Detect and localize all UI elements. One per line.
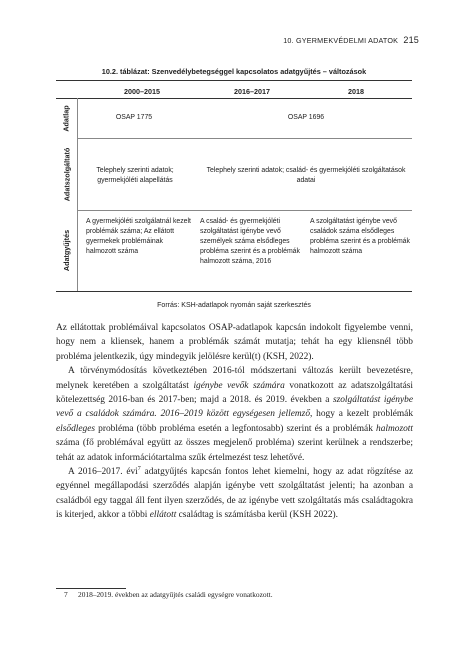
footnote-number: 7 [64, 590, 68, 599]
table-bottom-rule [56, 291, 412, 292]
chapter-title: 10. GYERMEKVÉDELMI ADATOK [283, 36, 399, 45]
cell-adatlap-2016-2018: OSAP 1696 [287, 114, 325, 121]
table-caption: 10.2. táblázat: Szenvedélybetegséggel kapcsolatos adatgyűjtés – változások [101, 67, 367, 76]
row-label-adatszolgaltato: Adatszolgáltató [62, 147, 72, 201]
row-divider [77, 138, 412, 139]
column-header-2016-2017: 2016–2017 [234, 87, 270, 96]
paragraph-2: A törvénymódosítás következtében 2016-tól módszertani változás került bevezetésre, melynek keretében a szolgáltatást igénybe vevők számára vonatkozott az adatszolgáltatási kötelezettség 2016-ban és 2017-ben; majd a 2018. és 2019. években a szolgáltatást igénybe vevő a családok számára. 2016–2019 között egységesen jellemző, hogy a kezelt problémák elsődleges probléma (több probléma esetén a legfontosabb) szerint és a problémák halmozott száma (fő problémával együtt az összes megjelenő probléma) szerint kerülnek a rendszerbe; tehát az adatok információtartalma szűk értelmezést tesz lehetővé. [56, 366, 414, 463]
column-header-2018: 2018 [348, 87, 364, 96]
table-source: Forrás: KSH-adatlapok nyomán saját szerkesztés [157, 302, 311, 309]
cell-adatgyujtes-2000-2015: A gyermekjóléti szolgálatnál kezelt problémák száma; Az ellátott gyermekek problémáinak halmozott száma [86, 218, 191, 255]
footnote [56, 590, 273, 599]
cell-adatlap-2000-2015: OSAP 1775 [115, 114, 153, 121]
cell-adatgyujtes-2016-2017: A család- és gyermekjóléti szolgáltatást igénybe vevő személyek száma elsődleges probléma szerint és a problémák halmozott száma, 2016 [200, 218, 300, 265]
column-header-2000-2015: 2000–2015 [124, 87, 160, 96]
cell-adatszolgaltato-2016-2018: Telephely szerinti adatok; család- és gyermekjóléti szolgáltatások adatai [206, 167, 406, 184]
paragraph-3: A 2016–2017. évi$^7$ adatgyűjtés kapcsán fontos lehet kiemelni, hogy az adat rögzítése az egyénnel megállapodási szerződés alapján igénybe vett szolgáltatást jelenti; ha azonban a családból egy taggal áll fent ilyen szerződés, de az igénybe vett szolgáltatás más családtagokra is kiterjed, akkor a többi ellátott családtag is számításba kerül (KSH 2022). [56, 465, 413, 521]
running-header [283, 35, 419, 45]
footnote-text: 2018–2019. években az adatgyűjtés családi egységre vonatkozott. [78, 590, 273, 599]
row-label-adatlap: Adatlap [62, 104, 72, 132]
cell-adatszolgaltato-2000-2015: Telephely szerinti adatok; gyermekjóléti alapellátás [96, 167, 174, 184]
paragraph-1: Az ellátottak problémáival kapcsolatos OSAP-adatlapok kapcsán indokolt figyelembe venni, hogy nem a kliensek, hanem a problémák számát mutatja; tehát ha egy kliensnél több probléma jelentkezik, úgy mindegyik jelölésre kerül(t) (KSH, 2022). [56, 323, 413, 362]
footnote-separator [56, 588, 126, 589]
row-label-adatgyujtes: Adatgyűjtés [62, 229, 72, 272]
table-header-rule [56, 98, 412, 99]
table-top-rule [56, 80, 412, 81]
page-number: 215 [403, 35, 419, 45]
footnote-reference[interactable]: 7 [137, 465, 141, 472]
body-text [56, 321, 413, 523]
row-divider [77, 210, 412, 211]
row-label-divider [77, 98, 78, 291]
cell-adatgyujtes-2018: A szolgáltatást igénybe vevő családok száma elsődleges probléma szerint és a problémák halmozott száma [310, 218, 410, 255]
